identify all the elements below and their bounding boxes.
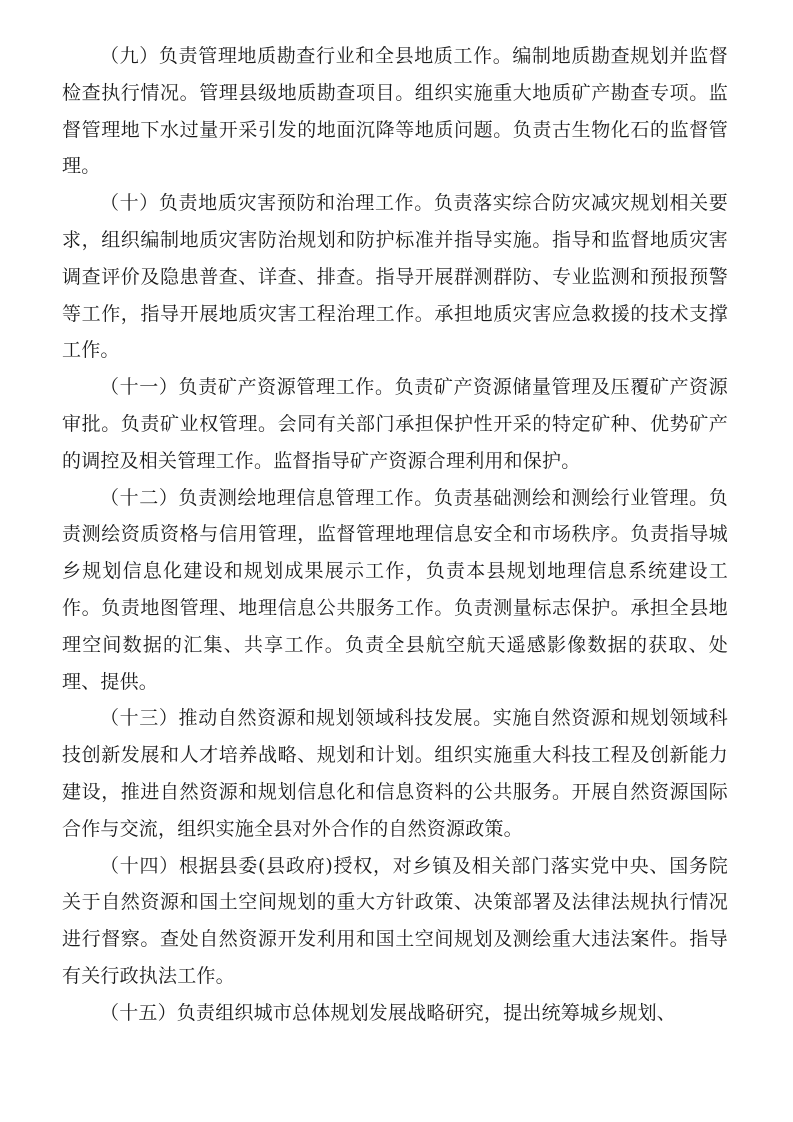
document-body [62,38,728,1032]
paragraph-item-9: （九）负责管理地质勘查行业和全县地质工作。编制地质勘查规划并监督检查执行情况。管理县级地质勘查项目。组织实施重大地质矿产勘查专项。监督管理地下水过量开采引发的地面沉降等地质问题。负责古生物化石的监督管理。 [62,45,728,178]
paragraph-item-11: （十一）负责矿产资源管理工作。负责矿产资源储量管理及压覆矿产资源审批。负责矿业权管理。会同有关部门承担保护性开采的特定矿种、优势矿产的调控及相关管理工作。监督指导矿产资源合理利用和保护。 [62,376,728,472]
paragraph-item-12: （十二）负责测绘地理信息管理工作。负责基础测绘和测绘行业管理。负责测绘资质资格与信用管理，监督管理地理信息安全和市场秩序。负责指导城乡规划信息化建设和规划成果展示工作，负责本县规划地理信息系统建设工作。负责地图管理、地理信息公共服务工作。负责测量标志保护。承担全县地理空间数据的汇集、共享工作。负责全县航空航天遥感影像数据的获取、处理、提供。 [62,486,728,693]
paragraph-item-13: （十三）推动自然资源和规划领域科技发展。实施自然资源和规划领域科技创新发展和人才培养战略、规划和计划。组织实施重大科技工程及创新能力建设，推进自然资源和规划信息化和信息资料的公共服务。开展自然资源国际合作与交流，组织实施全县对外合作的自然资源政策。 [62,707,728,840]
paragraph-item-14: （十四）根据县委(县政府)授权，对乡镇及相关部门落实党中央、国务院关于自然资源和国土空间规划的重大方针政策、决策部署及法律法规执行情况进行督察。查处自然资源开发利用和国土空间规划及测绘重大违法案件。指导有关行政执法工作。 [62,854,728,987]
paragraph-item-10: （十）负责地质灾害预防和治理工作。负责落实综合防灾减灾规划相关要求，组织编制地质灾害防治规划和防护标准并指导实施。指导和监督地质灾害调查评价及隐患普查、详查、排查。指导开展群测群防、专业监测和预报预警等工作，指导开展地质灾害工程治理工作。承担地质灾害应急救援的技术支撑工作。 [62,192,728,362]
paragraph-item-15: （十五）负责组织城市总体规划发展战略研究，提出统筹城乡规划、 [100,1001,677,1024]
